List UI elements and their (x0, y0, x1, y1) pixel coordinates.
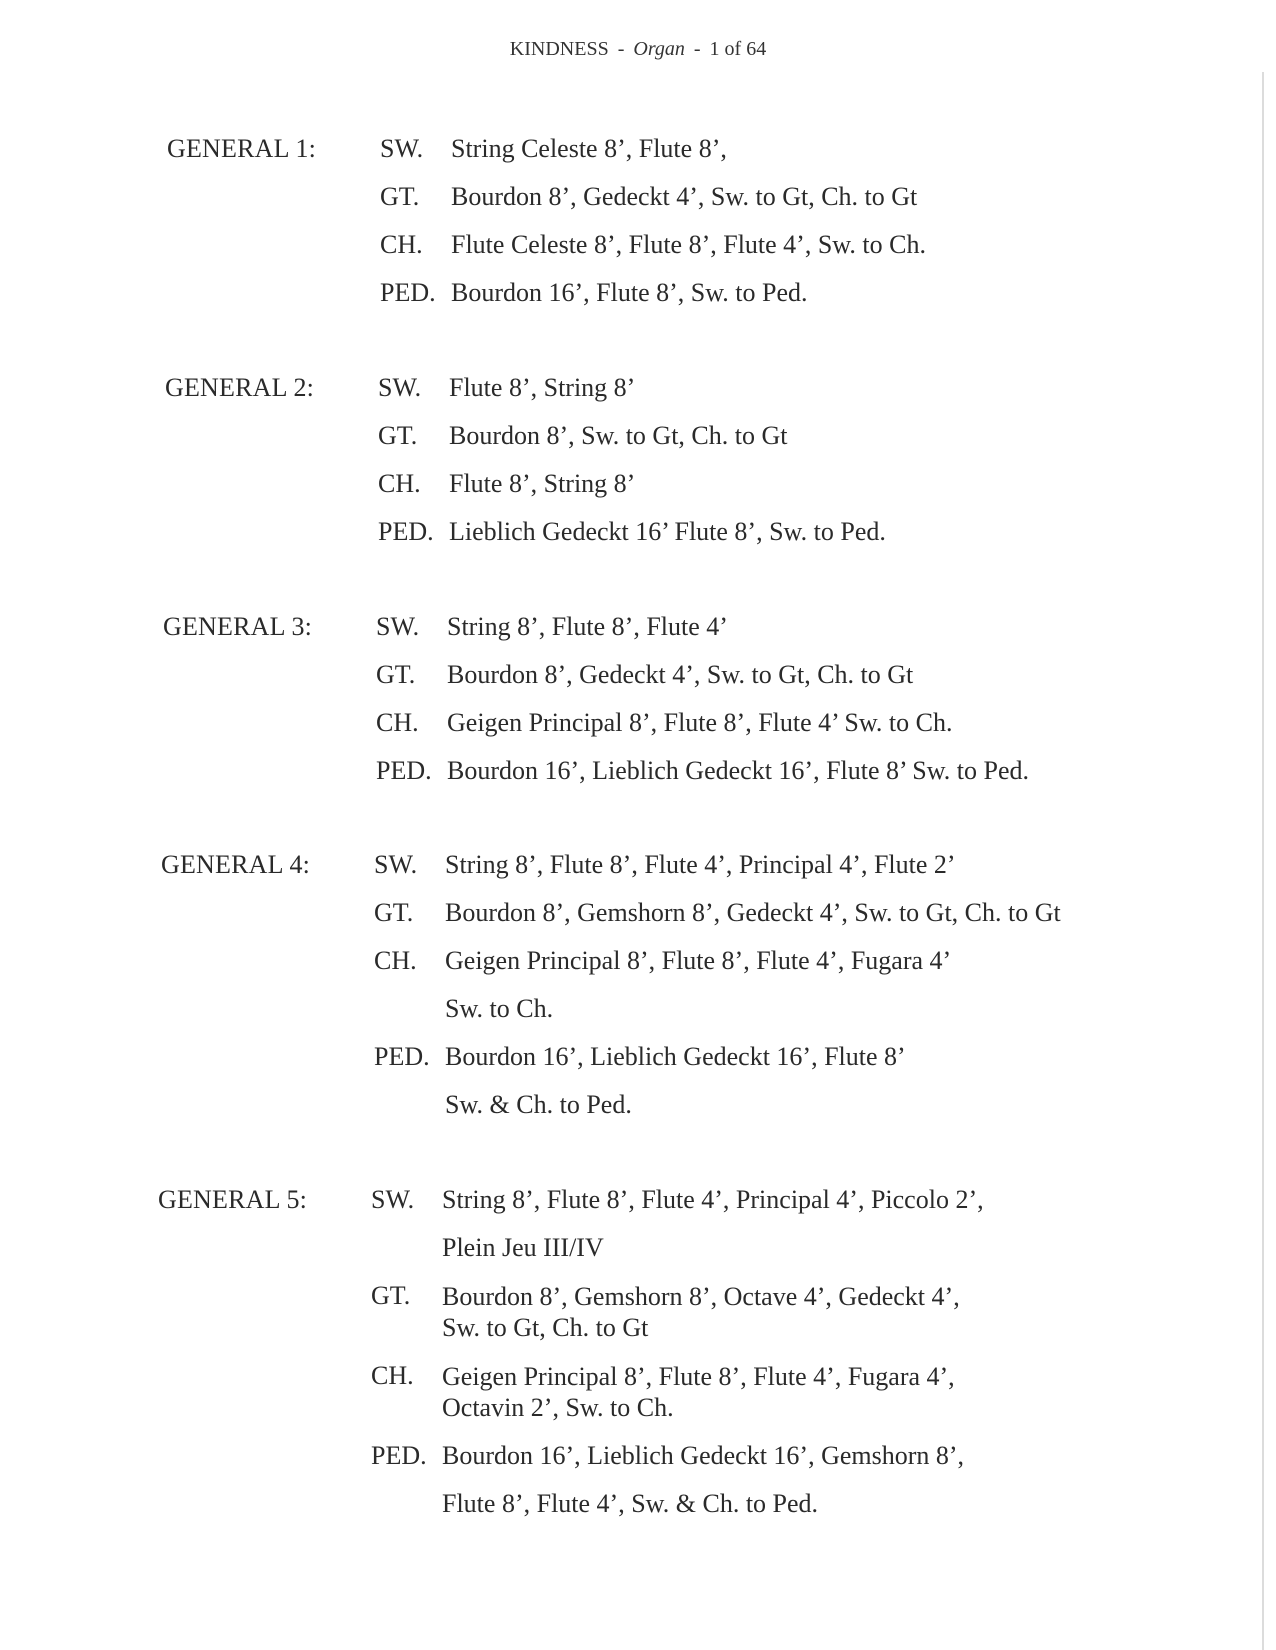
stop-list-line: String 8’, Flute 8’, Flute 4’, Principal 4’, Piccolo 2’, (442, 1185, 984, 1214)
division-stops (447, 603, 728, 651)
stop-list-line: Sw. to Gt, Ch. to Gt (442, 1312, 649, 1342)
division-name: SW. (380, 134, 424, 163)
division-name: SW. (374, 850, 418, 879)
header-separator: - (693, 38, 701, 60)
header-title: KINDNESS (509, 38, 609, 60)
division-stops (445, 1033, 906, 1129)
division-name: GT. (376, 660, 416, 689)
general-label: GENERAL 5: (158, 1185, 308, 1214)
division-stops (449, 412, 788, 460)
stop-list-line: Sw. to Ch. (445, 994, 554, 1023)
division-stops (449, 364, 635, 412)
stop-list-line: Bourdon 16’, Flute 8’, Sw. to Ped. (451, 278, 808, 307)
division-name: GT. (374, 898, 414, 927)
stop-list-line: Bourdon 8’, Sw. to Gt, Ch. to Gt (449, 421, 788, 450)
stop-list-line: Flute Celeste 8’, Flute 8’, Flute 4’, Sw. to Ch. (451, 230, 926, 259)
stop-list-line: Bourdon 8’, Gemshorn 8’, Octave 4’, Gedeckt 4’, (442, 1281, 960, 1311)
division-name: PED. (374, 1042, 430, 1071)
division-stops (447, 651, 913, 699)
stop-list-line: Bourdon 16’, Lieblich Gedeckt 16’, Gemshorn 8’, (442, 1441, 965, 1470)
division-name: SW. (376, 612, 420, 641)
stop-list-line: Sw. & Ch. to Ped. (445, 1090, 632, 1119)
division-stops (447, 747, 1029, 795)
stop-list-line: Flute 8’, Flute 4’, Sw. & Ch. to Ped. (442, 1489, 819, 1518)
division-name: PED. (380, 278, 436, 307)
division-stops (451, 125, 727, 173)
general-label: GENERAL 4: (161, 850, 311, 879)
stop-list-line: Flute 8’, String 8’ (449, 469, 636, 498)
stop-list-line: Bourdon 8’, Gemshorn 8’, Gedeckt 4’, Sw. to Gt, Ch. to Gt (445, 898, 1061, 927)
division-name: PED. (376, 756, 432, 785)
division-stops (442, 1176, 984, 1272)
division-stops (445, 889, 1061, 937)
stop-list-line: Geigen Principal 8’, Flute 8’, Flute 4’, Fugara 4’ (445, 946, 952, 975)
stop-list-line: Octavin 2’, Sw. to Ch. (442, 1392, 674, 1422)
division-stops (449, 508, 886, 556)
stop-list-line: String Celeste 8’, Flute 8’, (451, 134, 727, 163)
division-name: CH. (378, 469, 421, 498)
division-name: PED. (378, 517, 434, 546)
header-instrument: Organ (633, 38, 685, 60)
stop-list-line: Lieblich Gedeckt 16’ Flute 8’, Sw. to Ped. (449, 517, 886, 546)
division-stops (445, 937, 951, 1033)
division-name: SW. (371, 1185, 415, 1214)
division-stops (451, 221, 926, 269)
stop-list-line: Geigen Principal 8’, Flute 8’, Flute 4’, Fugara 4’, (442, 1361, 955, 1391)
division-stops (447, 699, 953, 747)
division-name: SW. (378, 373, 422, 402)
general-label: GENERAL 3: (163, 612, 313, 641)
division-name: CH. (371, 1361, 414, 1390)
division-name: PED. (371, 1441, 427, 1470)
stop-list-line: Bourdon 16’, Lieblich Gedeckt 16’, Flute 8’ (445, 1042, 906, 1071)
division-stops (449, 460, 635, 508)
stop-list-line: String 8’, Flute 8’, Flute 4’, Principal 4’, Flute 2’ (445, 850, 956, 879)
stop-list-line: Geigen Principal 8’, Flute 8’, Flute 4’ Sw. to Ch. (447, 708, 953, 737)
page-edge-divider (1262, 72, 1264, 1650)
stop-list-line: Bourdon 16’, Lieblich Gedeckt 16’, Flute 8’ Sw. to Ped. (447, 756, 1030, 785)
header-separator: - (617, 38, 625, 60)
division-stops (451, 173, 917, 221)
division-stops (442, 1361, 955, 1423)
stop-list-line: Flute 8’, String 8’ (449, 373, 636, 402)
header-page-number: 1 of 64 (709, 38, 767, 60)
general-label: GENERAL 2: (165, 373, 315, 402)
division-name: GT. (378, 421, 418, 450)
page-header (0, 38, 1276, 61)
division-name: CH. (374, 946, 417, 975)
division-stops (445, 841, 956, 889)
division-stops (451, 269, 808, 317)
stop-list-line: String 8’, Flute 8’, Flute 4’ (447, 612, 728, 641)
division-name: CH. (376, 708, 419, 737)
division-name: GT. (380, 182, 420, 211)
division-stops (442, 1281, 960, 1343)
stop-list-line: Plein Jeu III/IV (442, 1233, 604, 1262)
division-name: CH. (380, 230, 423, 259)
stop-list-line: Bourdon 8’, Gedeckt 4’, Sw. to Gt, Ch. to Gt (447, 660, 914, 689)
stop-list-line: Bourdon 8’, Gedeckt 4’, Sw. to Gt, Ch. to Gt (451, 182, 918, 211)
general-label: GENERAL 1: (167, 134, 317, 163)
division-stops (442, 1432, 964, 1528)
division-name: GT. (371, 1281, 411, 1310)
